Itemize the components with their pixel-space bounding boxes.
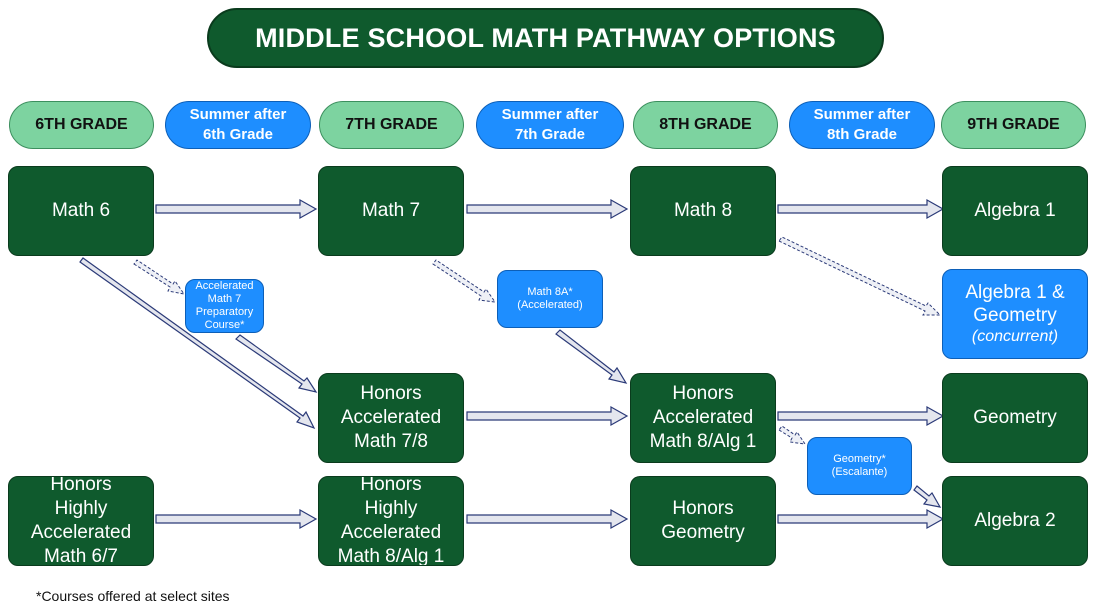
course-math-7-label: Math 7	[361, 200, 421, 221]
arrow-honors8alg1-to-honorsgeometry	[467, 510, 627, 528]
arrow-math8-to-alg1geometry-dashed	[779, 237, 940, 315]
honors8alg1-line3: Math 8/Alg 1	[649, 431, 757, 452]
course-accelerated-math7-prep	[185, 279, 264, 333]
prep-line2: Math 7	[207, 293, 242, 305]
escalante-line1: Geometry*	[833, 453, 886, 465]
honors78-line3: Math 7/8	[354, 431, 428, 452]
honorshigh8alg1-line1: Honors	[360, 476, 422, 495]
alg1geo-line1: Algebra 1 &	[965, 282, 1065, 303]
course-algebra-1	[942, 166, 1088, 256]
course-honors-geometry	[630, 476, 776, 566]
honorshigh8alg1-line4: Math 8/Alg 1	[337, 546, 445, 566]
prep-line3: Preparatory	[195, 306, 254, 318]
prep-line4: Course*	[204, 319, 245, 331]
course-geometry-label: Geometry	[973, 407, 1057, 428]
header-summer6-line2: 6th Grade	[202, 126, 273, 143]
course-geometry-escalante	[807, 437, 912, 495]
header-8th-grade: 8TH GRADE	[633, 101, 778, 149]
prep-line1: Accelerated	[195, 280, 254, 292]
honors67-line3: Accelerated	[30, 522, 132, 543]
course-algebra-2	[942, 476, 1088, 566]
arrow-math7-to-math8	[467, 200, 627, 218]
footnote: *Courses offered at select sites	[36, 588, 230, 604]
honors67-line2: Highly	[54, 498, 108, 519]
arrow-honors78-to-honors8alg1	[467, 407, 627, 425]
course-math-7	[318, 166, 464, 256]
header-summer6-line1: Summer after	[189, 106, 287, 123]
course-math-8-label: Math 8	[673, 200, 733, 221]
honorsgeo-line2: Geometry	[661, 522, 745, 543]
arrow-prep-to-honors78	[236, 335, 316, 392]
header-summer7-line1: Summer after	[501, 106, 599, 123]
honors67-line1: Honors	[50, 476, 112, 495]
honorsgeo-line1: Honors	[672, 498, 734, 519]
course-algebra1-geometry	[942, 269, 1088, 359]
arrow-honorsgeometry-to-algebra2	[778, 510, 943, 528]
course-honors-highly-accelerated-math8-alg1	[318, 476, 464, 566]
arrow-honors67-to-honors8alg1	[156, 510, 316, 528]
course-math-8a	[497, 270, 603, 328]
course-math-6-label: Math 6	[51, 200, 111, 221]
course-geometry	[942, 373, 1088, 463]
course-honors-accelerated-math78	[318, 373, 464, 463]
header-9th-grade: 9TH GRADE	[941, 101, 1086, 149]
header-7th-grade: 7TH GRADE	[319, 101, 464, 149]
math8a-line1: Math 8A*	[527, 286, 573, 298]
honors8alg1-line1: Honors	[672, 383, 734, 404]
arrow-math7-to-math8a-dashed	[433, 260, 495, 302]
honors8alg1-line2: Accelerated	[652, 407, 754, 428]
course-math-8	[630, 166, 776, 256]
arrow-math6-to-prep-dashed	[134, 260, 184, 294]
arrow-math6-to-math7	[156, 200, 316, 218]
header-summer8-line2: 8th Grade	[826, 126, 897, 143]
page-title: MIDDLE SCHOOL MATH PATHWAY OPTIONS	[207, 8, 884, 68]
header-summer8-line1: Summer after	[813, 106, 911, 123]
course-algebra-1-label: Algebra 1	[974, 200, 1056, 221]
arrow-escalante-to-algebra2	[914, 486, 940, 507]
honorshigh8alg1-line2: Highly	[364, 498, 418, 519]
arrow-honors8alg1-to-geometry	[778, 407, 943, 425]
arrow-math8a-to-honors8alg1	[556, 330, 626, 383]
honors78-line1: Honors	[360, 383, 422, 404]
honorshigh8alg1-line3: Accelerated	[340, 522, 442, 543]
course-honors-accelerated-math8-alg1	[630, 373, 776, 463]
header-summer7-line2: 7th Grade	[514, 126, 585, 143]
math8a-line2: (Accelerated)	[517, 299, 583, 311]
honors67-line4: Math 6/7	[44, 546, 118, 566]
alg1geo-concurrent-note: (concurrent)	[971, 328, 1059, 345]
arrow-math8-to-algebra1	[778, 200, 943, 218]
header-6th-grade: 6TH GRADE	[9, 101, 154, 149]
arrow-honors8alg1-to-escalante-dashed	[779, 426, 805, 444]
alg1geo-line2: Geometry	[973, 305, 1057, 326]
course-math-6	[8, 166, 154, 256]
course-honors-highly-accelerated-math67	[8, 476, 154, 566]
escalante-line2: (Escalante)	[831, 466, 888, 478]
honors78-line2: Accelerated	[340, 407, 442, 428]
course-algebra-2-label: Algebra 2	[974, 510, 1056, 531]
